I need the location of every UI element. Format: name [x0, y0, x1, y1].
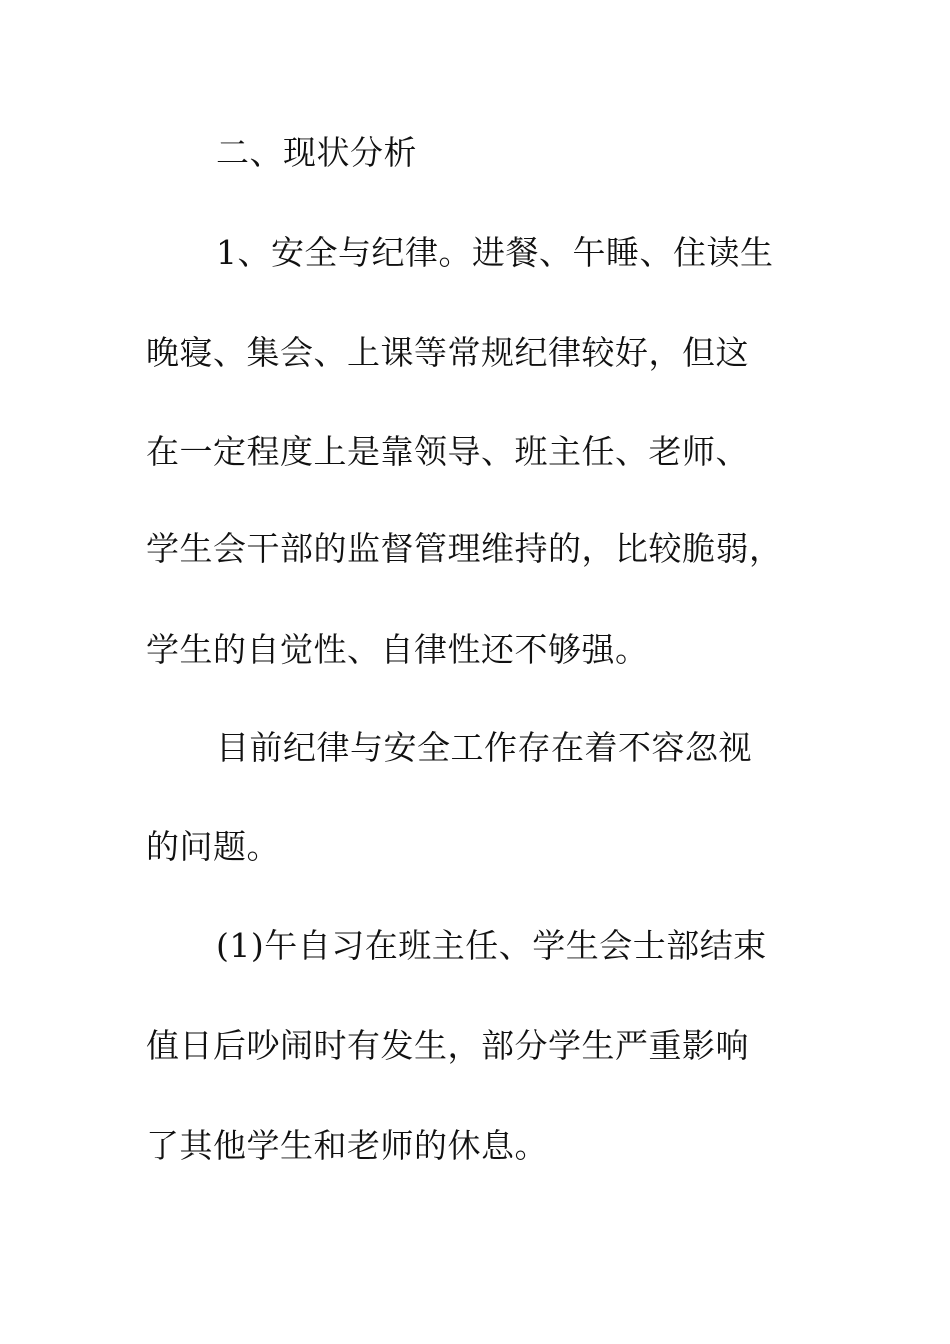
- paragraph-line: 值日后吵闹时有发生，部分学生严重影响: [146, 1026, 749, 1065]
- paragraph-line: 了其他学生和老师的休息。: [146, 1126, 548, 1165]
- paragraph-line: (1)午自习在班主任、学生会士部结束: [216, 926, 767, 965]
- paragraph-line: 晚寝、集会、上课等常规纪律较好，但这: [146, 333, 749, 372]
- paragraph-line: 的问题。: [146, 827, 280, 866]
- paragraph-line: 1、安全与纪律。进餐、午睡、住读生: [216, 233, 774, 272]
- paragraph-line: 学生会干部的监督管理维持的，比较脆弱，: [146, 529, 783, 568]
- section-heading: 二、现状分析: [216, 133, 417, 172]
- paragraph-line: 目前纪律与安全工作存在着不容忽视: [216, 728, 752, 767]
- paragraph-line: 学生的自觉性、自律性还不够强。: [146, 630, 649, 669]
- paragraph-line: 在一定程度上是靠领导、班主任、老师、: [146, 432, 749, 471]
